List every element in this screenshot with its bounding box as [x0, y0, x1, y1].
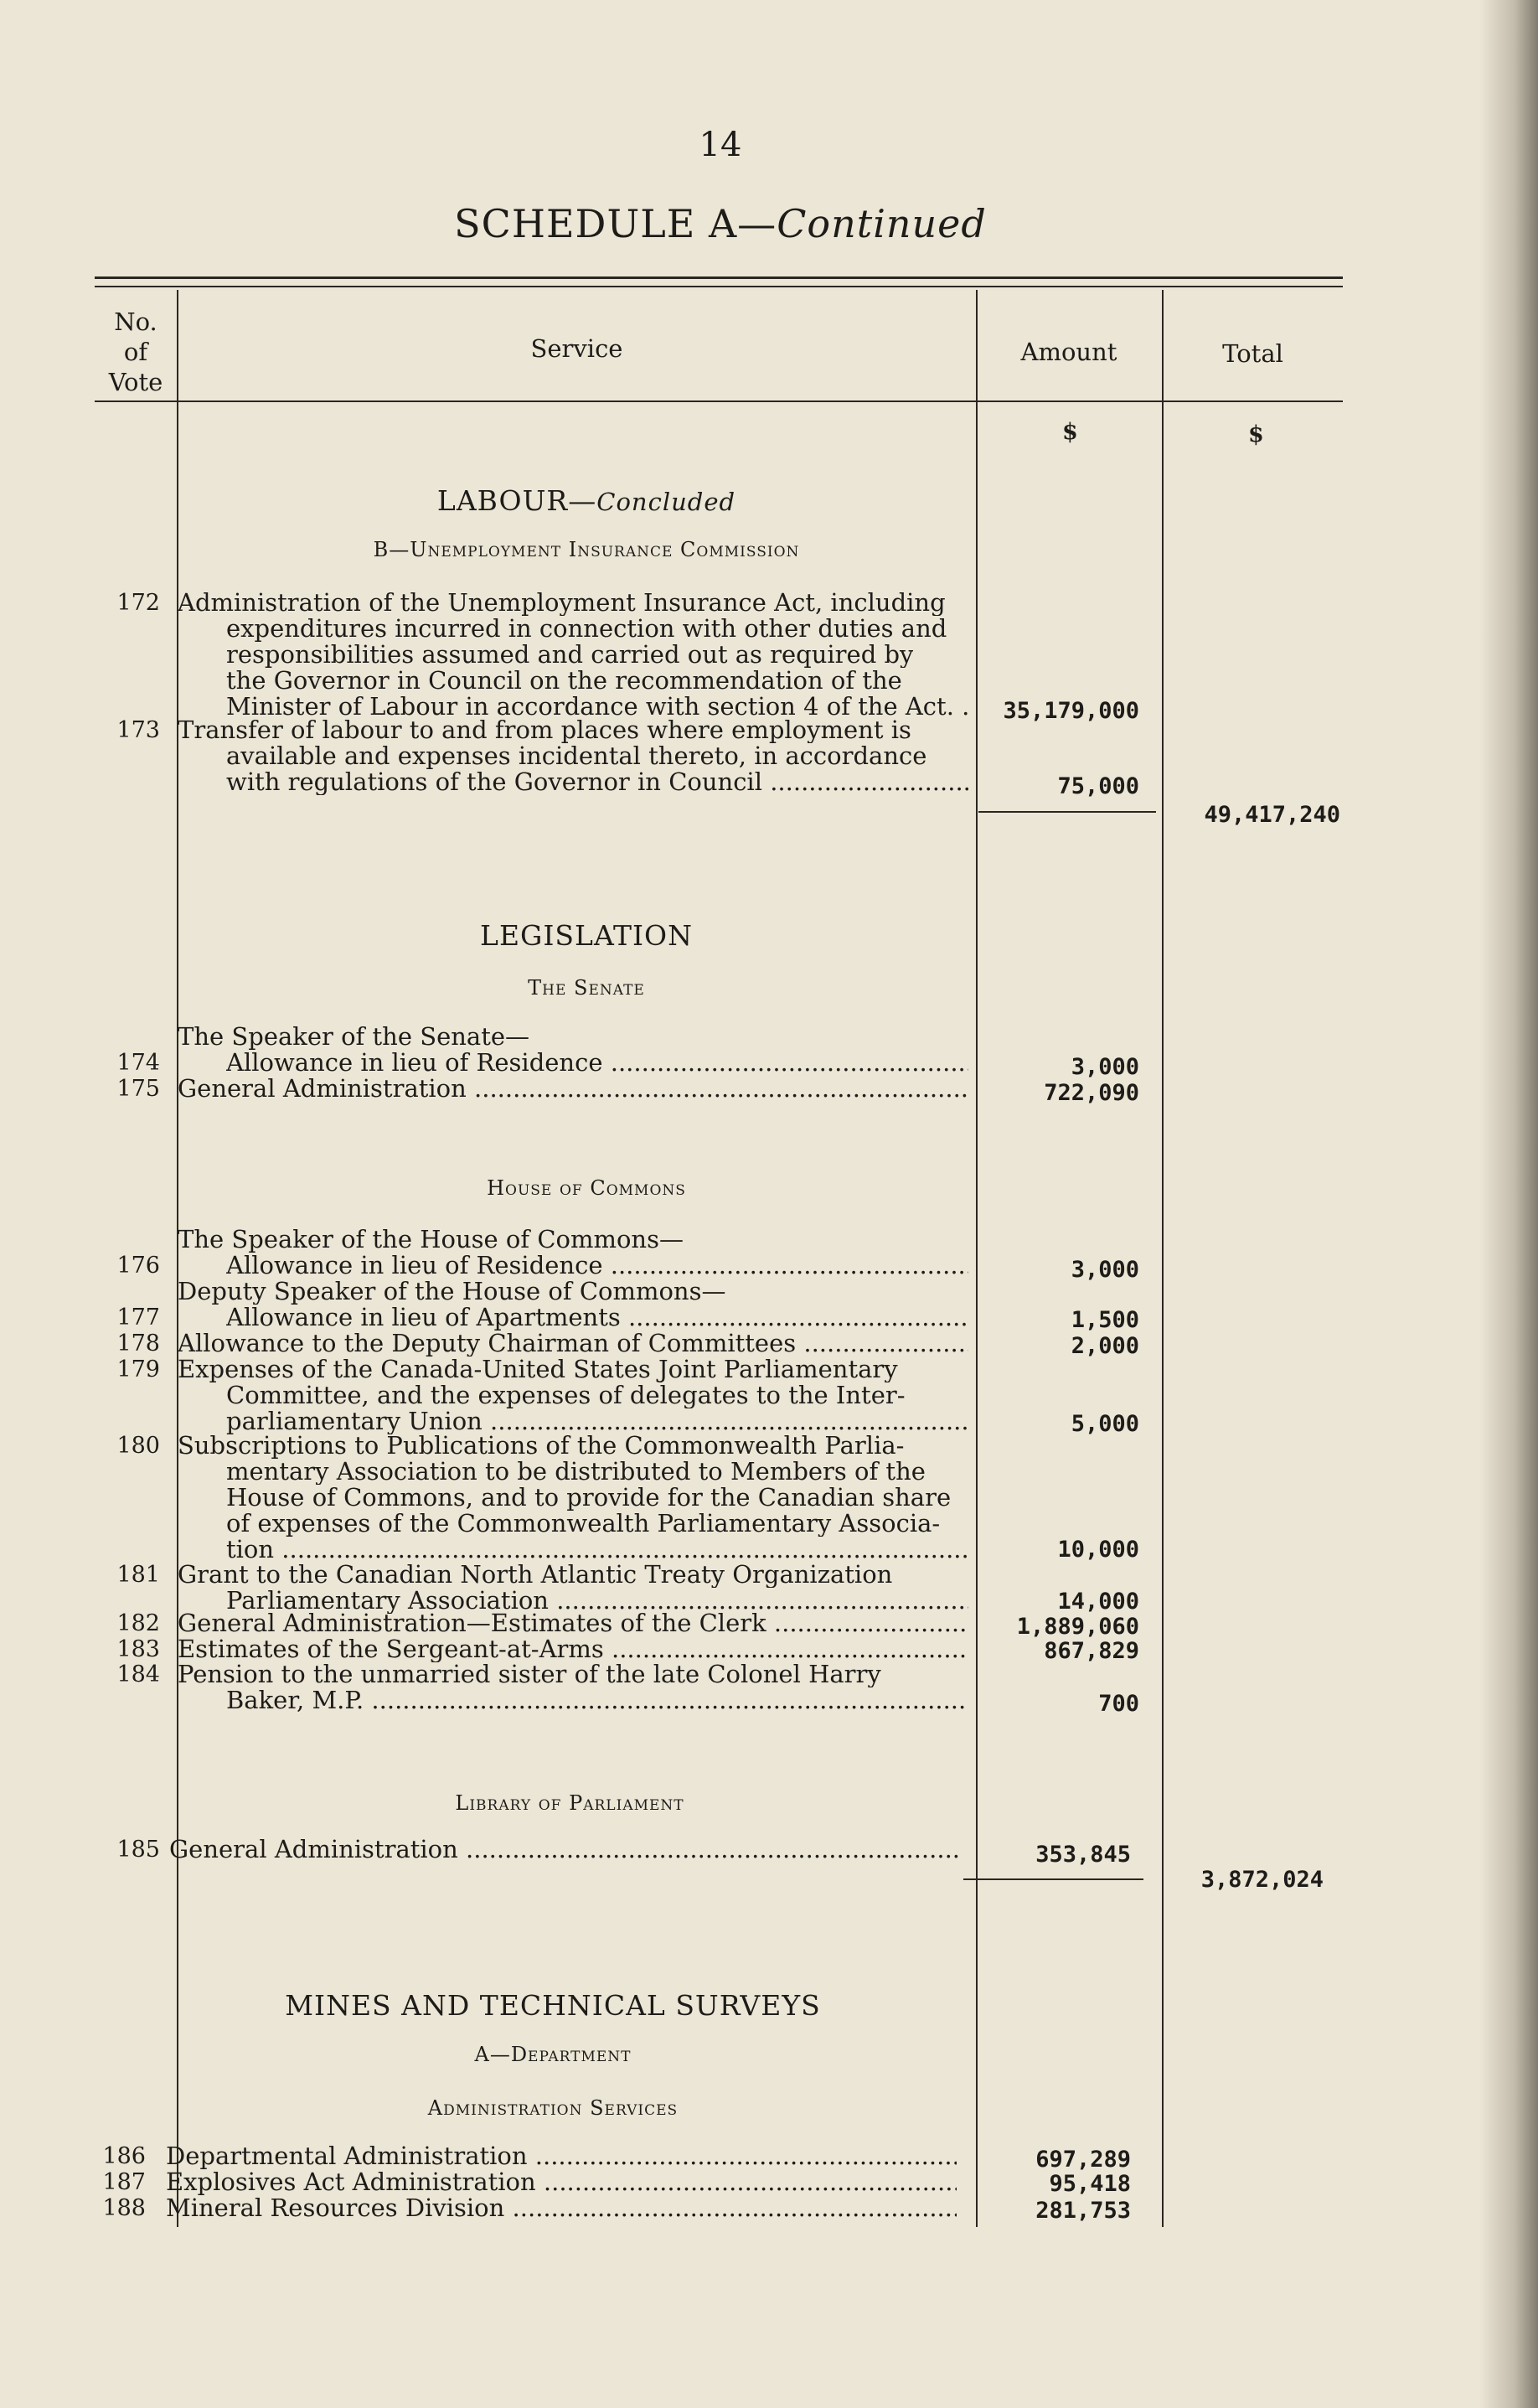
- amount-value: 35,179,000: [1003, 698, 1139, 724]
- vote-number: 180: [116, 1433, 160, 1459]
- service-line: Transfer of labour to and from places where employment is: [178, 717, 911, 743]
- service-line-text: Allowance to the Deputy Chairman of Committees: [178, 1331, 797, 1356]
- amount-value: 697,289: [1035, 2147, 1131, 2173]
- service-line: The Speaker of the House of Commons—: [178, 1227, 684, 1253]
- service-line: The Speaker of the Senate—: [178, 1024, 530, 1050]
- col-divider-amount: [1162, 290, 1164, 2227]
- title-italic: Continued: [777, 201, 987, 246]
- currency-amount: $: [1062, 419, 1078, 445]
- vote-number: 182: [116, 1610, 160, 1636]
- header-amount: Amount: [1020, 338, 1117, 366]
- vote-number: 186: [102, 2143, 146, 2169]
- service-line: responsibilities assumed and carried out as required by: [226, 642, 914, 668]
- service-line: of expenses of the Commonwealth Parliamentary Associa-: [226, 1511, 941, 1537]
- section-labour-italic: Concluded: [596, 488, 736, 516]
- page-title: [0, 201, 1441, 246]
- service-line: [166, 2195, 957, 2221]
- service-line: [166, 2143, 957, 2169]
- vote-number: 187: [102, 2169, 146, 2195]
- service-line-text: General Administration: [178, 1076, 467, 1102]
- amount-value: 14,000: [1057, 1589, 1139, 1615]
- service-line: mentary Association to be distributed to Members of the: [226, 1459, 926, 1485]
- service-line: [178, 1331, 968, 1356]
- service-line: the Governor in Council on the recommendation of the: [226, 668, 902, 694]
- vote-number: 185: [116, 1837, 160, 1863]
- service-line-text: tion: [226, 1537, 275, 1563]
- service-line: House of Commons, and to provide for the Canadian share: [226, 1485, 952, 1511]
- service-line: Subscriptions to Publications of the Commonwealth Parlia-: [178, 1433, 905, 1459]
- amount-value: 1,500: [1071, 1307, 1139, 1333]
- vote-number: 173: [116, 717, 160, 743]
- vote-number: 183: [116, 1636, 160, 1662]
- vote-number: 177: [116, 1305, 160, 1331]
- page-edge-shadow: [1479, 0, 1538, 2408]
- amount-value: 867,829: [1044, 1638, 1139, 1664]
- service-line: [226, 1050, 968, 1076]
- header-rule: [95, 400, 1343, 402]
- title-main: SCHEDULE A—: [454, 201, 777, 246]
- service-line-text: General Administration—Estimates of the Clerk: [178, 1610, 766, 1636]
- service-line: Administration of the Unemployment Insurance Act, including: [178, 590, 946, 616]
- service-line-text: Baker, M.P.: [226, 1687, 364, 1713]
- vote-number: 176: [116, 1253, 160, 1279]
- section-mines: MINES AND TECHNICAL SURVEYS: [285, 1989, 821, 2022]
- service-line: Expenses of the Canada-United States Joint Parliamentary: [178, 1356, 898, 1382]
- section-labour-text: LABOUR—: [436, 484, 597, 517]
- header-vote-line: Vote: [108, 368, 163, 396]
- amount-value: 1,889,060: [1016, 1614, 1139, 1640]
- service-line: [169, 1837, 960, 1863]
- labour-subtotal-rule: [978, 811, 1156, 813]
- header-service: Service: [530, 334, 623, 363]
- section-uic: B—Unemployment Insurance Commission: [373, 538, 800, 561]
- service-line: Deputy Speaker of the House of Commons—: [178, 1279, 726, 1305]
- vote-number: 188: [102, 2195, 146, 2221]
- service-line: expenditures incurred in connection with other duties and: [226, 616, 947, 642]
- amount-value: 353,845: [1035, 1842, 1131, 1868]
- header-vote: [95, 307, 177, 397]
- section-commons: House of Commons: [487, 1176, 686, 1200]
- service-line-text: with regulations of the Governor in Council: [226, 769, 762, 795]
- amount-value: 2,000: [1071, 1333, 1139, 1359]
- service-line: [226, 1537, 968, 1563]
- service-line-text: Mineral Resources Division: [166, 2195, 505, 2221]
- service-line-text: parliamentary Union: [226, 1408, 483, 1434]
- service-line-text: Allowance in lieu of Residence: [226, 1253, 603, 1279]
- service-line: [166, 2169, 957, 2195]
- service-line: [226, 1253, 968, 1279]
- top-double-rule-1: [95, 276, 1343, 279]
- section-mines-department: A—Department: [474, 2043, 632, 2066]
- service-line-text: Explosives Act Administration: [166, 2169, 536, 2195]
- vote-number: 174: [116, 1050, 160, 1076]
- vote-number: 175: [116, 1076, 160, 1102]
- service-line-text: Parliamentary Association: [226, 1588, 549, 1614]
- top-double-rule-2: [95, 286, 1343, 287]
- service-line: [226, 1408, 968, 1434]
- col-divider-vote: [177, 290, 178, 2227]
- service-line: Committee, and the expenses of delegates to the Inter-: [226, 1382, 906, 1408]
- amount-value: 722,090: [1044, 1080, 1139, 1106]
- vote-number: 179: [116, 1356, 160, 1382]
- total-value: 3,872,024: [1200, 1867, 1324, 1893]
- section-senate: The Senate: [528, 976, 645, 1000]
- amount-value: 3,000: [1071, 1054, 1139, 1080]
- amount-value: 10,000: [1057, 1537, 1139, 1563]
- service-line: [226, 1687, 968, 1713]
- section-legislation: LEGISLATION: [480, 919, 693, 952]
- service-line-text: Departmental Administration: [166, 2143, 528, 2169]
- service-line: Grant to the Canadian North Atlantic Treaty Organization: [178, 1562, 893, 1588]
- vote-number: 172: [116, 590, 160, 616]
- service-line-text: Allowance in lieu of Apartments: [226, 1305, 621, 1331]
- currency-total: $: [1248, 421, 1264, 447]
- amount-value: 281,753: [1035, 2198, 1131, 2224]
- section-library: Library of Parliament: [455, 1791, 684, 1815]
- service-line-text: Allowance in lieu of Residence: [226, 1050, 603, 1076]
- amount-value: 95,418: [1049, 2171, 1131, 2197]
- service-line: [178, 1610, 968, 1636]
- section-admin-services: Administration Services: [427, 2096, 679, 2120]
- amount-value: 5,000: [1071, 1411, 1139, 1437]
- service-line: [226, 769, 968, 795]
- service-line: [178, 1076, 968, 1102]
- service-line: Pension to the unmarried sister of the late Colonel Harry: [178, 1661, 881, 1687]
- service-line-text: General Administration: [169, 1837, 458, 1863]
- vote-number: 181: [116, 1562, 160, 1588]
- amount-value: 75,000: [1057, 773, 1139, 799]
- page-number: 14: [699, 126, 742, 164]
- amount-value: 700: [1098, 1691, 1139, 1717]
- vote-number: 178: [116, 1331, 160, 1356]
- amount-value: 3,000: [1071, 1257, 1139, 1283]
- header-total: Total: [1222, 339, 1283, 368]
- header-vote-line: of: [123, 338, 148, 366]
- total-value: 49,417,240: [1204, 802, 1340, 828]
- service-line: [178, 1636, 968, 1662]
- service-line: available and expenses incidental thereto, in accordance: [226, 743, 927, 769]
- service-line: [226, 1305, 968, 1331]
- service-line-text: Estimates of the Sergeant-at-Arms: [178, 1636, 604, 1662]
- col-divider-service: [976, 290, 978, 2227]
- legislation-subtotal-rule: [963, 1878, 1143, 1880]
- service-line: Minister of Labour in accordance with section 4 of the Act. .: [226, 694, 970, 720]
- header-vote-line: No.: [114, 307, 157, 336]
- vote-number: 184: [116, 1661, 160, 1687]
- section-labour: [184, 484, 988, 517]
